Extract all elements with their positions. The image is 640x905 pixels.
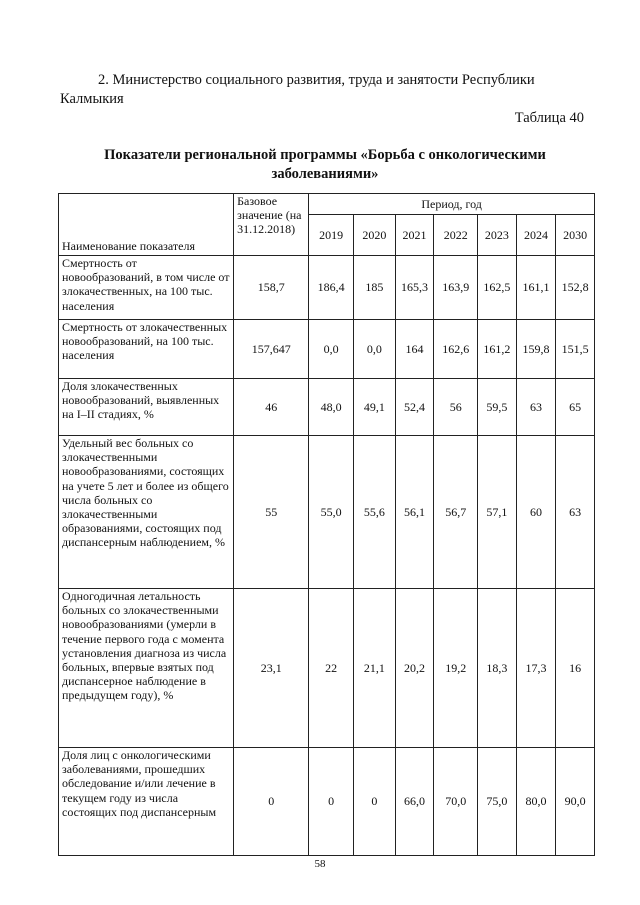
document-heading	[60, 71, 590, 109]
indicator-name: Доля злокачественных новообразований, выявленных на I–II стадиях, %	[59, 379, 234, 436]
heading-text: 2. Министерство социального развития, труда и занятости Республики Калмыкия	[60, 72, 535, 107]
base-value-cell: 157,647	[234, 320, 309, 379]
year-value-cell: 66,0	[395, 748, 434, 856]
year-value-cell: 164	[395, 320, 434, 379]
indicator-name: Смертность от злокачественных новообразований, на 100 тыс. населения	[59, 320, 234, 379]
header-year: 2022	[434, 215, 478, 256]
indicator-name: Одногодичная летальность больных со злокачественными новообразованиями (умерли в течение первого года с момента установления диагноза из числа больных, впервые взятых под диспансерное наблюдение в предыдущем году), %	[59, 589, 234, 748]
year-value-cell: 56,7	[434, 436, 478, 589]
table-row	[59, 436, 595, 589]
year-value-cell: 162,6	[434, 320, 478, 379]
header-year: 2023	[478, 215, 517, 256]
table-row	[59, 320, 595, 379]
year-value-cell: 161,1	[516, 256, 556, 320]
table-row	[59, 748, 595, 856]
year-value-cell: 49,1	[354, 379, 396, 436]
indicator-name: Удельный вес больных со злокачественными новообразованиями, состоящих на учете 5 лет и более из общего числа больных со злокачественными образованиями, состоящих под диспансерным наблюдением, %	[59, 436, 234, 589]
year-value-cell: 18,3	[478, 589, 517, 748]
year-value-cell: 59,5	[478, 379, 517, 436]
base-value-cell: 0	[234, 748, 309, 856]
year-value-cell: 161,2	[478, 320, 517, 379]
year-value-cell: 21,1	[354, 589, 396, 748]
year-value-cell: 80,0	[516, 748, 556, 856]
base-value-cell: 158,7	[234, 256, 309, 320]
table-body	[59, 256, 595, 856]
year-value-cell: 90,0	[556, 748, 595, 856]
header-year: 2030	[556, 215, 595, 256]
indicators-table	[58, 193, 595, 856]
year-value-cell: 0	[309, 748, 354, 856]
table-row	[59, 379, 595, 436]
indicator-name: Смертность от новообразований, в том числе от злокачественных, на 100 тыс. населения	[59, 256, 234, 320]
base-value-cell: 23,1	[234, 589, 309, 748]
year-value-cell: 60	[516, 436, 556, 589]
year-value-cell: 52,4	[395, 379, 434, 436]
year-value-cell: 75,0	[478, 748, 517, 856]
header-indicator-name: Наименование показателя	[59, 194, 234, 256]
year-value-cell: 22	[309, 589, 354, 748]
page-number: 58	[314, 858, 326, 870]
header-year: 2019	[309, 215, 354, 256]
year-value-cell: 162,5	[478, 256, 517, 320]
header-base-value: Базовое значение (на 31.12.2018)	[234, 194, 309, 256]
year-value-cell: 0,0	[309, 320, 354, 379]
year-value-cell: 163,9	[434, 256, 478, 320]
year-value-cell: 186,4	[309, 256, 354, 320]
year-value-cell: 48,0	[309, 379, 354, 436]
year-value-cell: 55,6	[354, 436, 396, 589]
year-value-cell: 55,0	[309, 436, 354, 589]
year-value-cell: 0	[354, 748, 396, 856]
year-value-cell: 57,1	[478, 436, 517, 589]
year-value-cell: 151,5	[556, 320, 595, 379]
year-value-cell: 65	[556, 379, 595, 436]
base-value-cell: 46	[234, 379, 309, 436]
year-value-cell: 185	[354, 256, 396, 320]
year-value-cell: 20,2	[395, 589, 434, 748]
base-value-cell: 55	[234, 436, 309, 589]
year-value-cell: 70,0	[434, 748, 478, 856]
year-value-cell: 56,1	[395, 436, 434, 589]
table-row	[59, 589, 595, 748]
year-value-cell: 165,3	[395, 256, 434, 320]
table-number: Таблица 40	[514, 110, 584, 126]
year-value-cell: 0,0	[354, 320, 396, 379]
year-value-cell: 16	[556, 589, 595, 748]
header-year: 2024	[516, 215, 556, 256]
table-title: Показатели региональной программы «Борьба с онкологическими заболеваниями»	[104, 147, 546, 182]
year-value-cell: 63	[516, 379, 556, 436]
year-value-cell: 56	[434, 379, 478, 436]
year-value-cell: 152,8	[556, 256, 595, 320]
header-year: 2021	[395, 215, 434, 256]
year-value-cell: 159,8	[516, 320, 556, 379]
year-value-cell: 63	[556, 436, 595, 589]
year-value-cell: 17,3	[516, 589, 556, 748]
table-row	[59, 256, 595, 320]
header-period: Период, год	[309, 194, 595, 215]
year-value-cell: 19,2	[434, 589, 478, 748]
indicator-name: Доля лиц с онкологическими заболеваниями, прошедших обследование и/или лечение в текущем году из числа состоящих под диспансерным	[59, 748, 234, 856]
header-year: 2020	[354, 215, 396, 256]
